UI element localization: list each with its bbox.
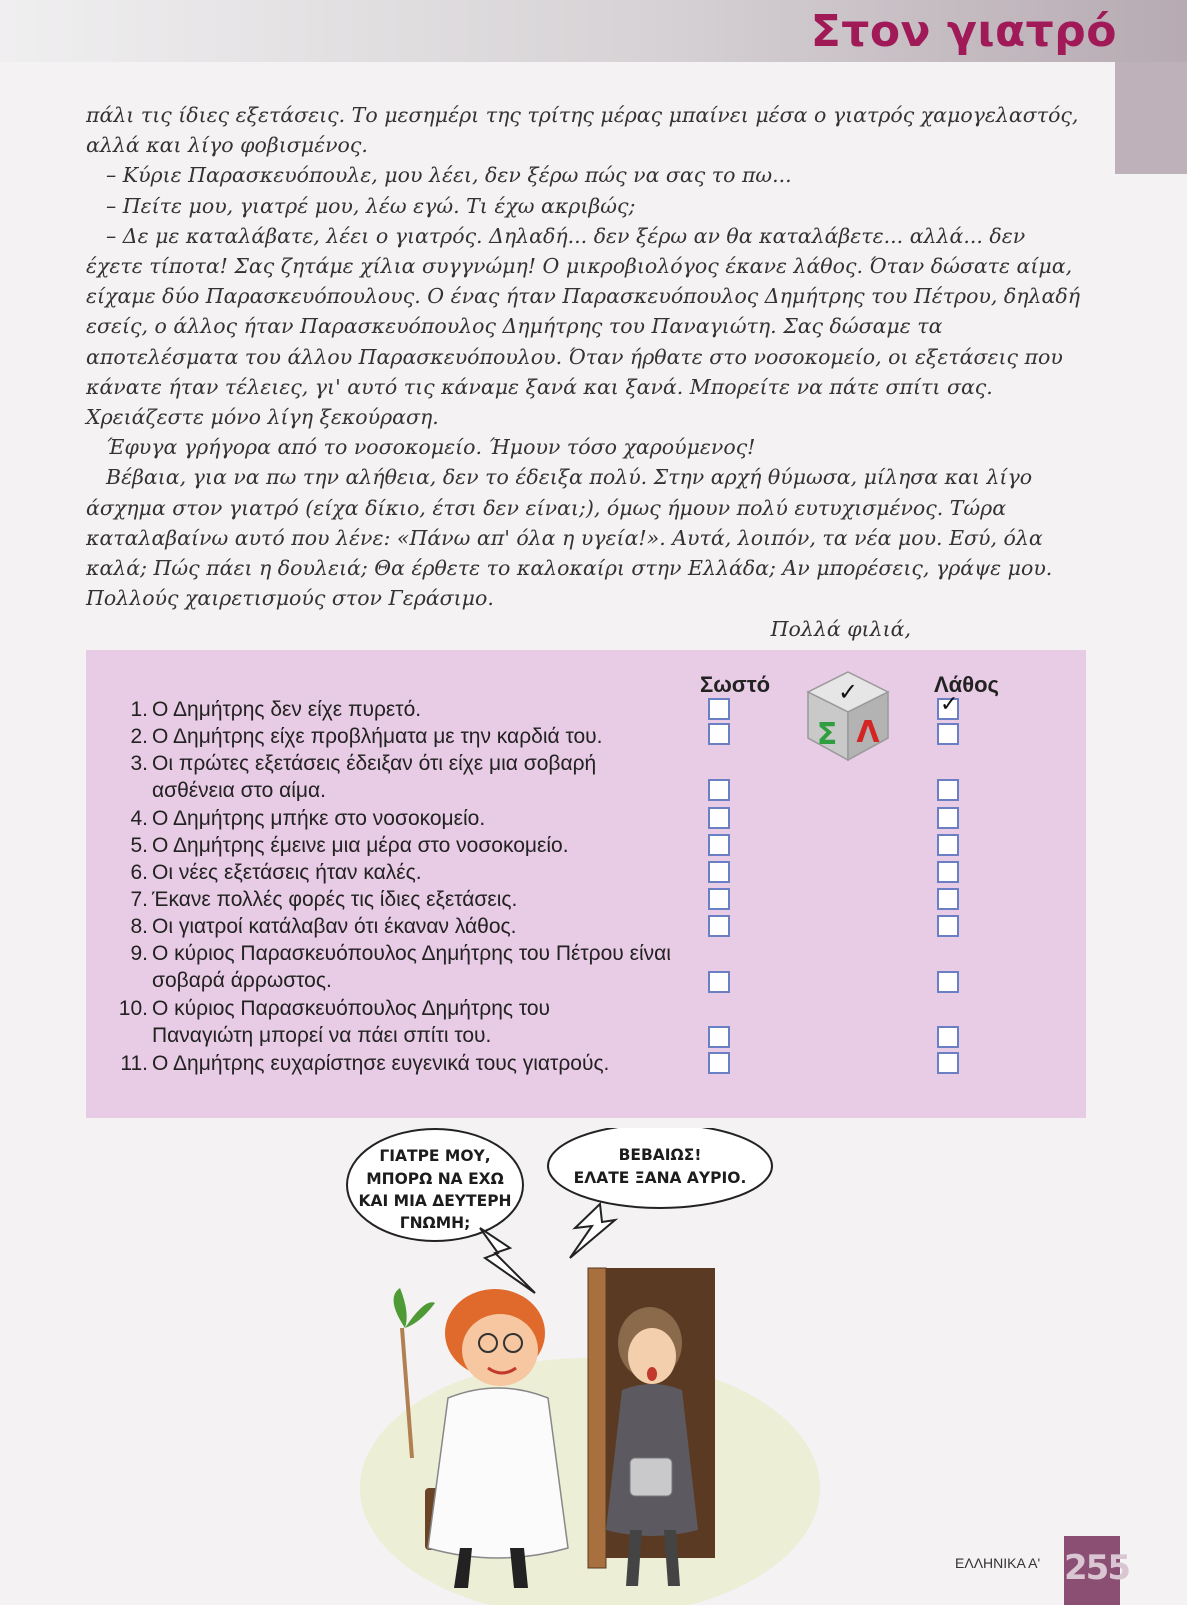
false-checkbox[interactable] — [937, 834, 959, 856]
dice-letter-sigma: Σ — [816, 717, 838, 752]
doctor-cartoon — [330, 1128, 830, 1605]
quiz-item: 7. Έκανε πολλές φορές τις ίδιες εξετάσεις. — [130, 888, 518, 911]
true-checkbox[interactable] — [708, 807, 730, 829]
letter-paragraph: Βέβαια, για να πω την αλήθεια, δεν το έδειξα πολύ. Στην αρχή θύμωσα, μίλησα και λίγο άσχημα στον γιατρό (είχα δίκιο, έτσι δεν είναι;), όμως ήμουν πολύ ευτυχισμένος. Τώρα καταλαβαίνω αυτό που λένε: «Πάνω απ' όλα η υγεία!». Αυτά, λοιπόν, τα νέα μου. Εσύ, όλα καλά; Πώς πάει η δουλειά; Θα έρθετε το καλοκαίρι στην Ελλάδα; Αν μπορέσεις, γράψε μου. Πολλούς χαιρετισμούς στον Γεράσιμο. — [86, 465, 1053, 611]
letter-text — [86, 100, 1086, 677]
column-false-header: Λάθος — [934, 672, 999, 697]
false-checkbox-checked[interactable] — [937, 692, 959, 720]
false-checkbox[interactable] — [937, 888, 959, 910]
true-checkbox[interactable] — [708, 888, 730, 910]
letter-paragraph: – Πείτε μου, γιατρέ μου, λέω εγώ. Τι έχω ακριβώς; — [106, 193, 636, 218]
speech-bubble-right — [548, 1128, 772, 1208]
false-checkbox[interactable] — [937, 807, 959, 829]
bubble-left-line: ΚΑΙ ΜΙΑ ΔΕΥΤΕΡΗ — [358, 1192, 512, 1210]
letter-paragraph: πάλι τις ίδιες εξετάσεις. Το μεσημέρι της τρίτης μέρας μπαίνει μέσα ο γιατρός χαμογελαστός, αλλά και λίγο φοβισμένος. — [86, 103, 1079, 158]
true-false-quiz — [86, 650, 1086, 1118]
signoff-greeting: Πολλά φιλιά, — [770, 617, 911, 642]
false-checkbox[interactable] — [937, 915, 959, 937]
quiz-item: 1. Ο Δημήτρης δεν είχε πυρετό. — [130, 698, 422, 721]
page-title: Στον γιατρό — [810, 6, 1117, 57]
bubble-left-line: ΓΙΑΤΡΕ ΜΟΥ, — [379, 1147, 491, 1165]
quiz-item: 4. Ο Δημήτρης μπήκε στο νοσοκομείο. — [130, 807, 486, 830]
false-checkbox[interactable] — [937, 971, 959, 993]
quiz-item: 9. Ο κύριος Παρασκευόπουλος Δημήτρης του Πέτρου είναι σοβαρά άρρωστος. — [130, 942, 671, 992]
letter-paragraph: – Δε με καταλάβατε, λέει ο γιατρός. Δηλαδή... δεν ξέρω αν θα καταλάβετε... αλλά... δεν έχετε τίποτα! Σας ζητάμε χίλια συγγνώμη! Ο μικροβιολόγος έκανε λάθος. Όταν δώσατε αίμα, είχαμε δύο Παρασκευόπουλους. Ο ένας ήταν Παρασκευόπουλος Δημήτρης του Πέτρου, δηλαδή εσείς, ο άλλος ήταν Παρασκευόπουλος Δημήτρης του Παναγιώτη. Σας δώσαμε τα αποτελέσματα του άλλου Παρασκευόπουλου. Όταν ήρθατε στο νοσοκομείο, οι εξετάσεις που κάνατε ήταν τέλειες, γι' αυτό τις κάναμε ξανά και ξανά. Μπορείτε να πάτε σπίτι σας. Χρειάζεστε μόνο λίγη ξεκούραση. — [86, 223, 1081, 430]
bubble-left-line: ΓΝΩΜΗ; — [399, 1214, 471, 1232]
column-true-header: Σωστό — [700, 672, 771, 697]
quiz-item: 3. Οι πρώτες εξετάσεις έδειξαν ότι είχε μια σοβαρή ασθένεια στο αίμα. — [130, 752, 597, 802]
quiz-item: 10. Ο κύριος Παρασκευόπουλος Δημήτρης του Παναγιώτη μπορεί να πάει σπίτι του. — [118, 997, 551, 1047]
quiz-item: 11. Ο Δημήτρης ευχαρίστησε ευγενικά τους γιατρούς. — [120, 1052, 610, 1075]
true-checkbox[interactable] — [708, 1026, 730, 1048]
check-mark-icon: ✓ — [940, 692, 959, 717]
true-checkbox[interactable] — [708, 779, 730, 801]
quiz-item: 8. Οι γιατροί κατάλαβαν ότι έκαναν λάθος. — [130, 915, 517, 938]
true-checkbox[interactable] — [708, 723, 730, 745]
letter-paragraph: Έφυγα γρήγορα από το νοσοκομείο. Ήμουν τόσο χαρούμενος! — [106, 435, 756, 460]
quiz-item: 6. Οι νέες εξετάσεις ήταν καλές. — [130, 861, 422, 884]
true-checkbox[interactable] — [708, 971, 730, 993]
true-checkbox[interactable] — [708, 915, 730, 937]
true-false-dice-icon — [804, 668, 892, 764]
bubble-right-line: ΒΕΒΑΙΩΣ! — [618, 1146, 702, 1164]
side-tab — [1115, 62, 1187, 174]
false-checkbox[interactable] — [937, 861, 959, 883]
false-checkbox[interactable] — [937, 779, 959, 801]
bubble-right-line: ΕΛΑΤΕ ΞΑΝΑ ΑΥΡΙΟ. — [573, 1169, 747, 1187]
true-checkbox[interactable] — [708, 1052, 730, 1074]
quiz-item: 2. Ο Δημήτρης είχε προβλήματα με την καρδιά του. — [130, 725, 603, 748]
true-checkbox[interactable] — [708, 861, 730, 883]
dice-letter-lambda: Λ — [856, 715, 880, 750]
bubble-left-line: ΜΠΟΡΩ ΝΑ ΕΧΩ — [366, 1170, 504, 1188]
letter-paragraph: – Κύριε Παρασκευόπουλε, μου λέει, δεν ξέρω πώς να σας το πω... — [106, 163, 792, 188]
dice-check: ✓ — [837, 678, 859, 706]
quiz-item: 5. Ο Δημήτρης έμεινε μια μέρα στο νοσοκομείο. — [130, 834, 569, 857]
page-number: 255 — [1064, 1548, 1129, 1588]
false-checkbox[interactable] — [937, 723, 959, 745]
book-title: ΕΛΛΗΝΙΚΑ Α' — [955, 1555, 1041, 1571]
false-checkbox[interactable] — [937, 1026, 959, 1048]
false-checkbox[interactable] — [937, 1052, 959, 1074]
true-checkbox[interactable] — [708, 834, 730, 856]
doctor-coat — [428, 1388, 568, 1558]
true-checkbox[interactable] — [708, 698, 730, 720]
page-number-box — [1064, 1536, 1129, 1605]
